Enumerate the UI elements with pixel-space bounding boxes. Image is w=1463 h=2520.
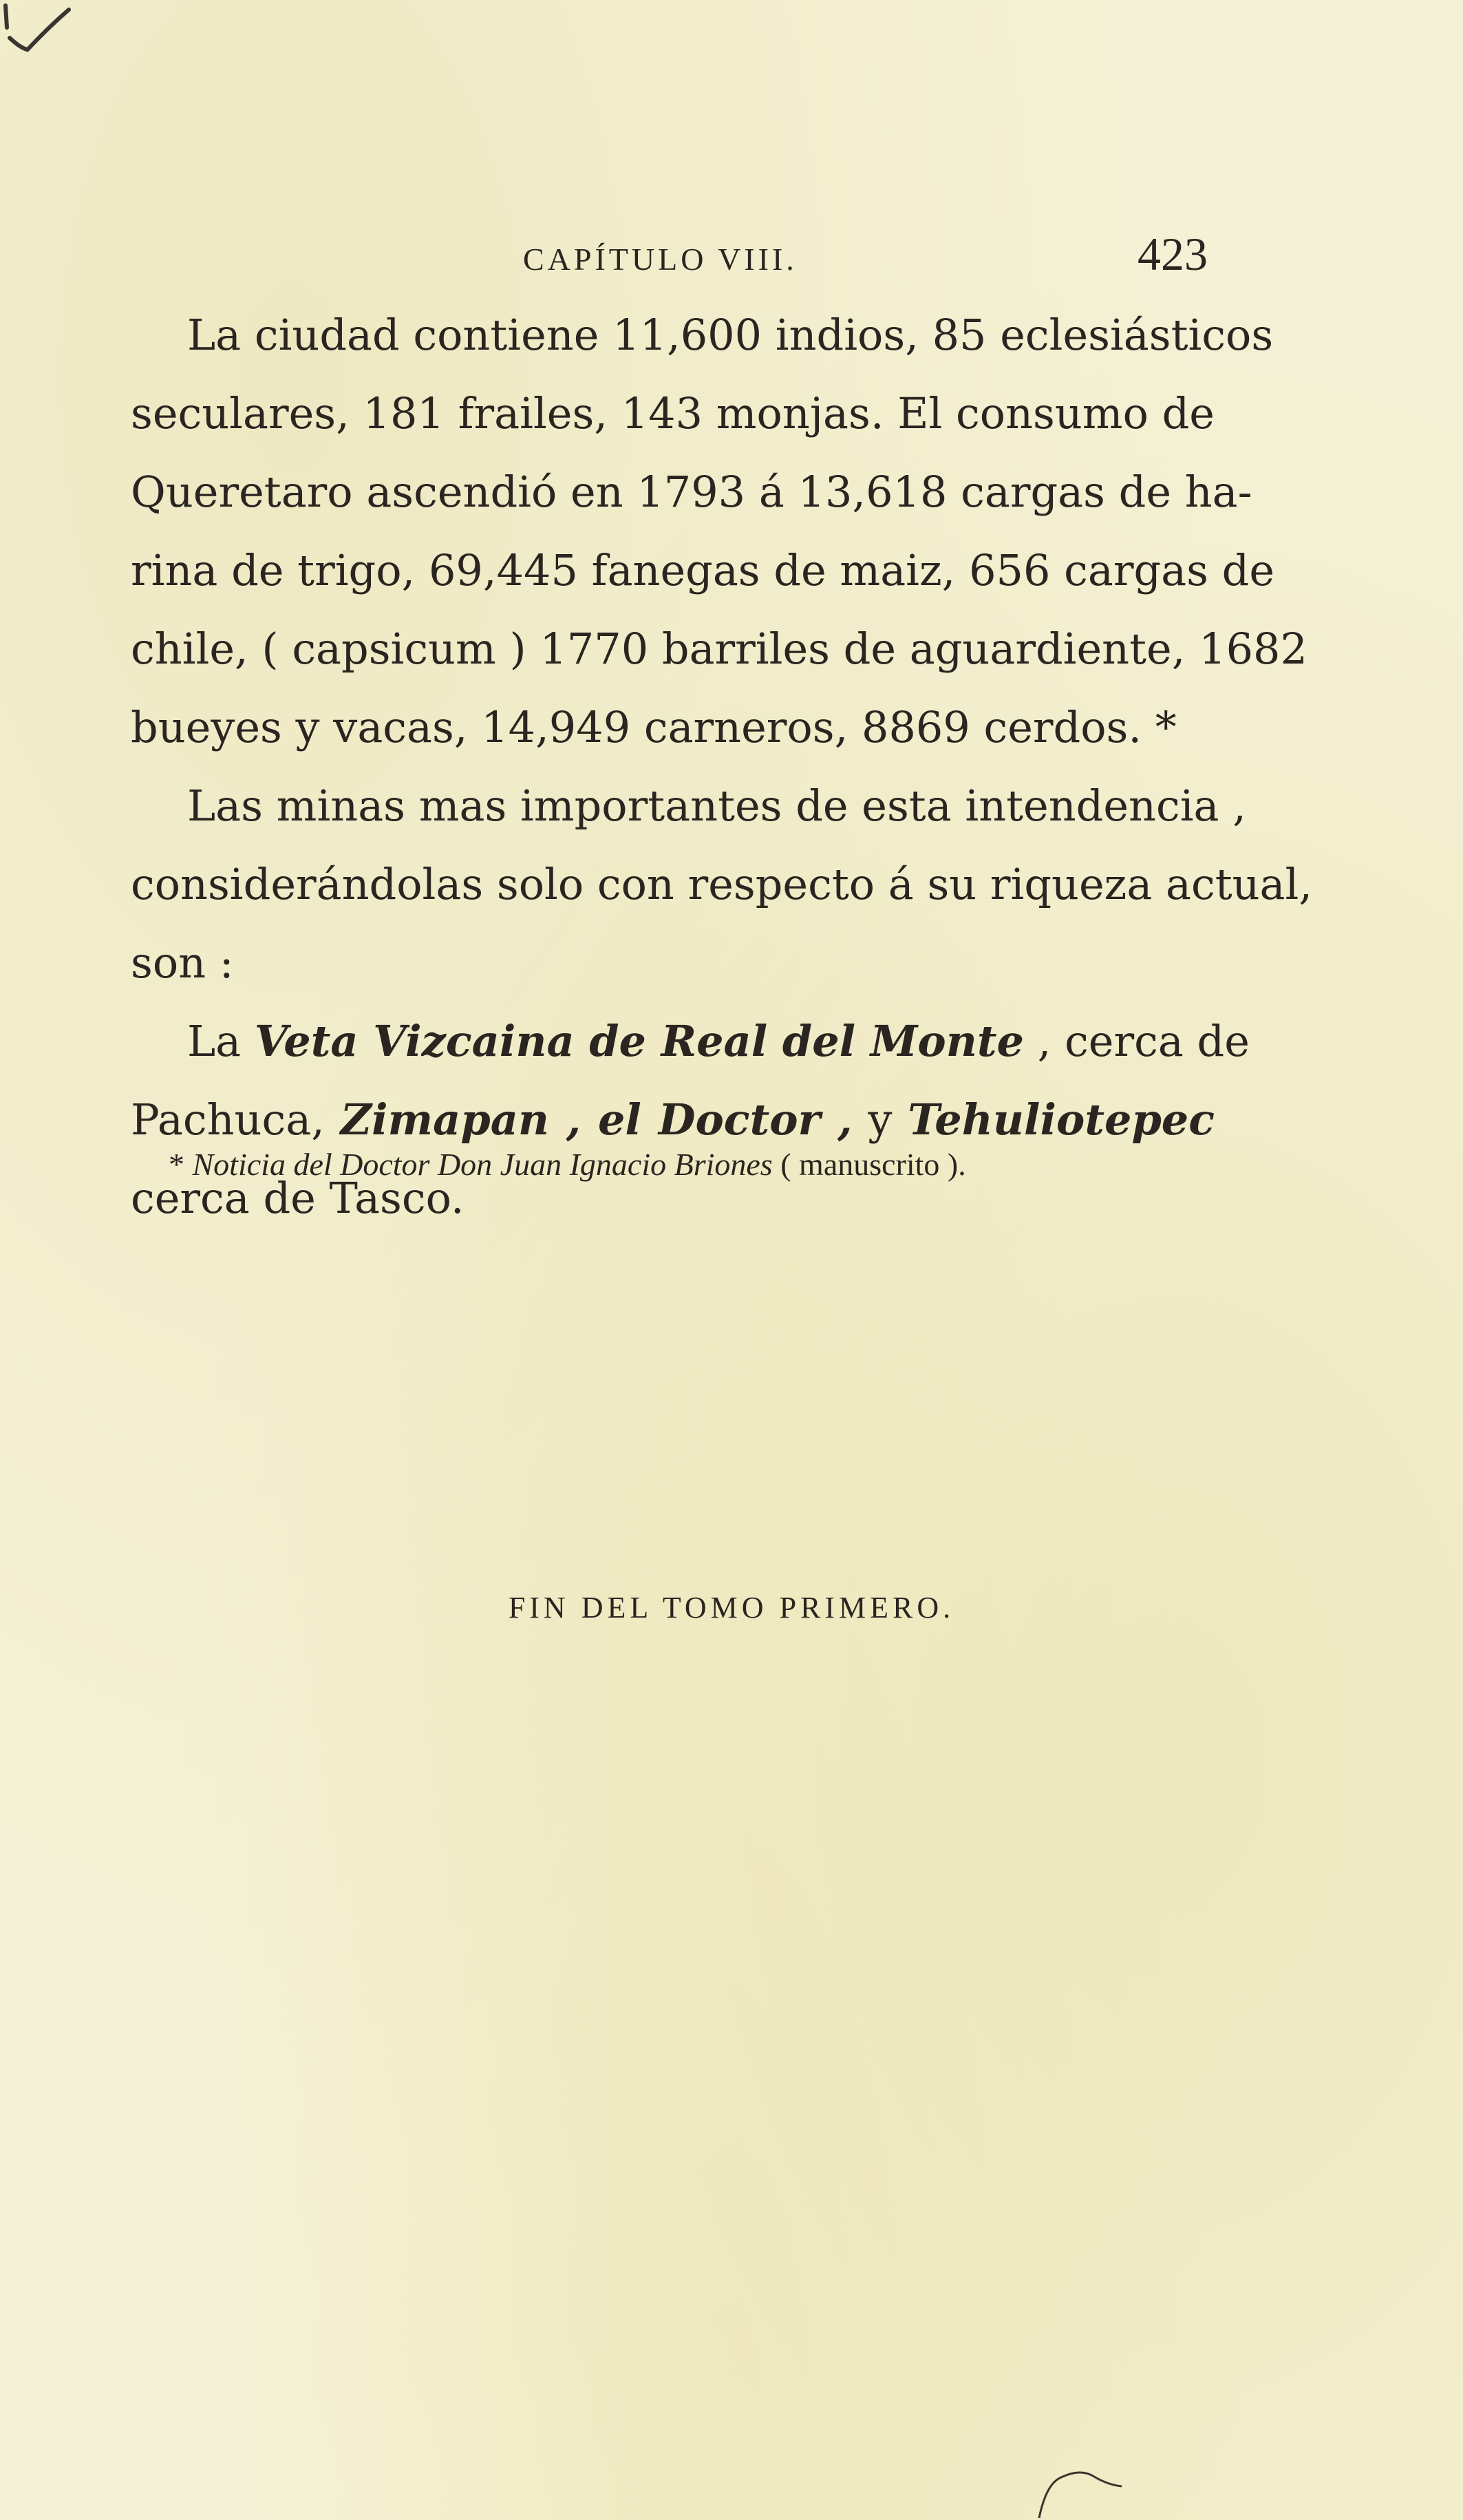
mine-name: Zimapan , el Doctor , bbox=[340, 1094, 853, 1145]
footnote-source: Noticia del Doctor Don Juan Ignacio Briones bbox=[192, 1147, 773, 1182]
text-fragment: , cerca de bbox=[1037, 1016, 1250, 1066]
colophon: FIN DEL TOMO PRIMERO. bbox=[508, 1591, 955, 1624]
text-fragment: y bbox=[868, 1094, 893, 1145]
running-header bbox=[131, 227, 1215, 282]
text-line: La ciudad contiene 11,600 indios, 85 eclesiásticos bbox=[187, 310, 1274, 360]
text-line: chile, ( capsicum ) 1770 barriles de aguardiente, 1682 bbox=[131, 624, 1307, 674]
text-line: Queretaro ascendió en 1793 á 13,618 cargas de ha- bbox=[131, 467, 1252, 517]
text-fragment: Pachuca, bbox=[131, 1094, 325, 1145]
chapter-title: CAPÍTULO VIII. bbox=[523, 242, 798, 277]
text-line: son : bbox=[131, 938, 234, 988]
text-line: rina de trigo, 69,445 fanegas de maiz, 656 cargas de bbox=[131, 545, 1275, 595]
mines-line bbox=[131, 1002, 1250, 1081]
footnote-note: ( manuscrito ). bbox=[780, 1147, 966, 1182]
footnote-mark: * bbox=[169, 1147, 184, 1182]
pencil-scribble bbox=[1032, 2457, 1129, 2520]
text-line: Las minas mas importantes de esta intendencia , bbox=[187, 781, 1246, 831]
text-line: seculares, 181 frailes, 143 monjas. El consumo de bbox=[131, 388, 1215, 438]
text-line: cerca de Tasco. bbox=[131, 1173, 464, 1223]
text-line: considerándolas solo con respecto á su riqueza actual, bbox=[131, 859, 1313, 909]
footnote bbox=[169, 1146, 966, 1183]
text-fragment: La bbox=[187, 1016, 242, 1066]
page-number: 423 bbox=[1138, 228, 1208, 280]
mine-name: Veta Vizcaina de Real del Monte bbox=[254, 1016, 1024, 1066]
mine-name: Tehuliotepec bbox=[908, 1094, 1215, 1145]
main-text bbox=[131, 296, 1313, 1238]
text-line: bueyes y vacas, 14,949 carneros, 8869 cerdos. * bbox=[131, 702, 1177, 752]
pencil-check-mark bbox=[0, 0, 83, 62]
